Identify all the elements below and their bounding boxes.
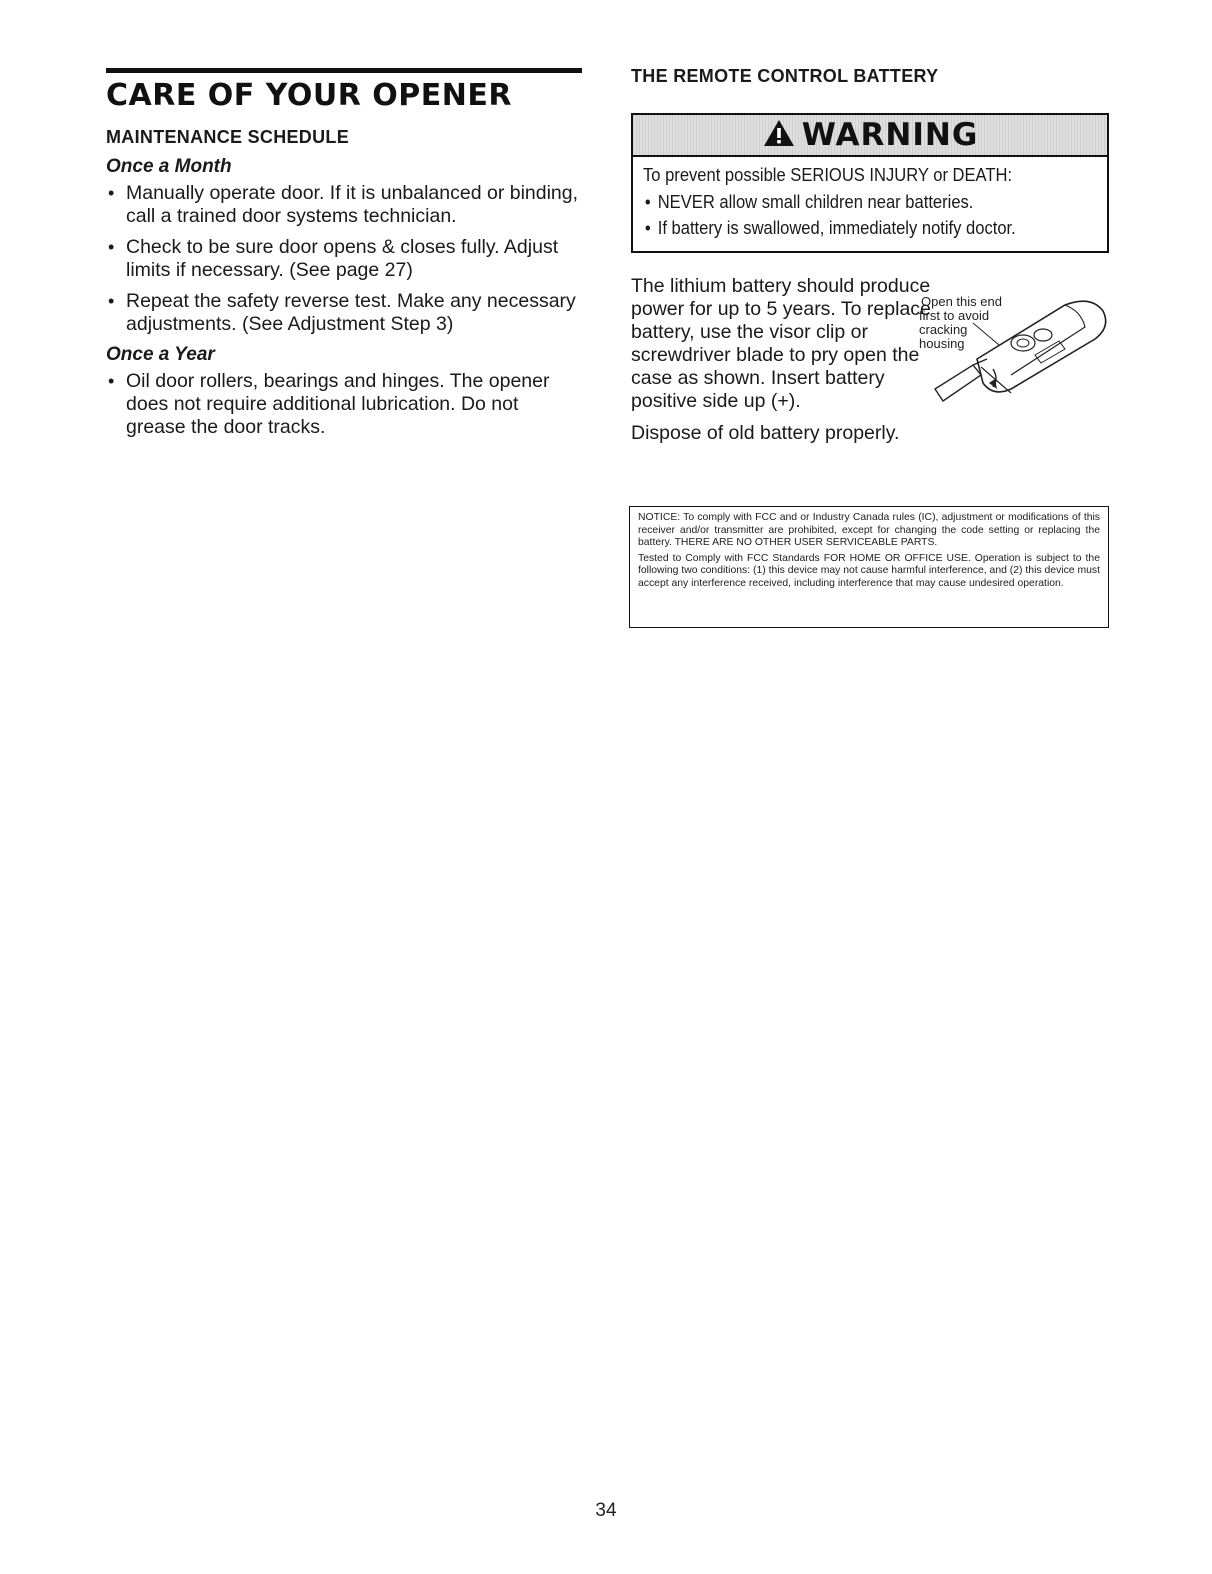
figure-label-line: cracking	[919, 322, 968, 337]
battery-disposal-text: Dispose of old battery properly.	[631, 422, 900, 444]
monthly-task-list	[106, 182, 582, 336]
remote-battery-heading: THE REMOTE CONTROL BATTERY	[631, 66, 939, 86]
fcc-notice-box	[629, 506, 1109, 628]
fcc-notice-paragraph: NOTICE: To comply with FCC and or Industry Canada rules (IC), adjustment or modifications of this receiver and/or transmitter are prohibited, except for changing the code setting or replacing the battery. THERE ARE NO OTHER USER SERVICEABLE PARTS.	[638, 512, 1100, 549]
page-number: 34	[595, 1500, 617, 1521]
maintenance-schedule-heading: MAINTENANCE SCHEDULE	[106, 127, 350, 147]
warning-list	[643, 189, 1097, 241]
figure-label-line: housing	[919, 336, 965, 351]
once-a-month-heading: Once a Month	[106, 156, 232, 177]
section-rule	[106, 68, 582, 73]
yearly-task-list	[106, 370, 582, 439]
list-item: • NEVER allow small children near batteries.	[643, 189, 1061, 215]
battery-instructions	[631, 275, 1111, 465]
warning-box	[631, 113, 1109, 253]
figure-label-line: Open this end	[921, 294, 1002, 309]
maintenance-column	[106, 68, 582, 447]
list-item: • Oil door rollers, bearings and hinges. The opener does not require additional lubrication. Do not grease the door tracks.	[106, 370, 582, 439]
warning-intro: To prevent possible SERIOUS INJURY or DEATH:	[643, 165, 1013, 185]
section-title: CARE OF YOUR OPENER	[106, 78, 512, 113]
fcc-compliance-paragraph: Tested to Comply with FCC Standards FOR HOME OR OFFICE USE. Operation is subject to the following two conditions: (1) this device may not cause harmful interference, and (2) this device must accept any interference received, including interference that may cause undesired operation.	[638, 552, 1100, 589]
remote-battery-figure	[915, 293, 1115, 413]
warning-banner	[633, 115, 1107, 157]
figure-label-line: first to avoid	[919, 308, 990, 323]
once-a-year-heading: Once a Year	[106, 344, 215, 365]
battery-column	[631, 66, 1111, 465]
list-item: • If battery is swallowed, immediately notify doctor.	[643, 215, 1061, 241]
list-item: • Repeat the safety reverse test. Make any necessary adjustments. (See Adjustment Step 3)	[106, 290, 582, 336]
warning-body	[633, 157, 1107, 251]
warning-triangle-icon	[762, 118, 796, 153]
battery-replacement-text: The lithium battery should produce power for up to 5 years. To replace battery, use the visor clip or screwdriver blade to pry open the case as shown. Insert battery positive side up (+).	[631, 275, 931, 412]
remote-control-icon	[915, 293, 1115, 413]
warning-word: WARNING	[801, 117, 979, 153]
list-item: • Check to be sure door opens & closes fully. Adjust limits if necessary. (See page 27)	[106, 236, 582, 282]
list-item: • Manually operate door. If it is unbalanced or binding, call a trained door systems technician.	[106, 182, 582, 228]
